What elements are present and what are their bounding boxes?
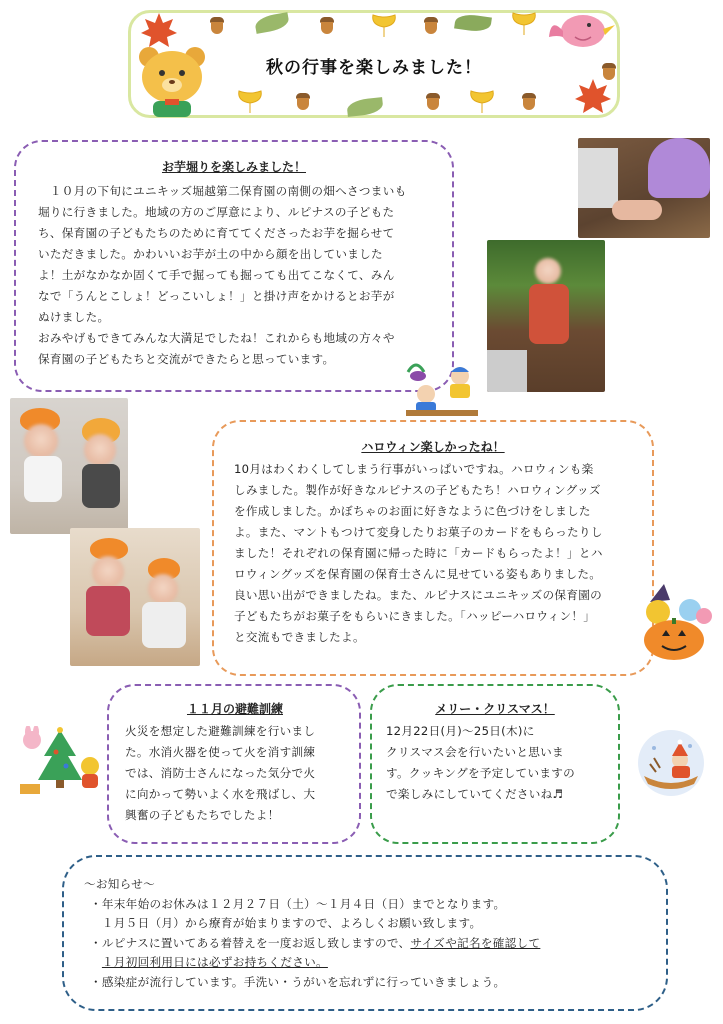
xmas-line-2: す。クッキングを予定していますの (386, 766, 576, 780)
halloween-line-6: 良い思い出ができましたね。また、ルピナスにユニキッズの保育園の (234, 588, 603, 602)
notice-line-4 (90, 953, 644, 973)
green-leaf-icon (346, 97, 383, 117)
halloween-line-5: ロウィングッズを保育園の保育士さんに見せている姿もありました。 (234, 567, 602, 581)
imo-line-0: １０月の下旬にユニキッズ堀越第二保育園の南側の畑へさつまいも (38, 184, 407, 198)
bird-icon (545, 7, 617, 55)
drill-line-1: た。水消火器を使って火を消す訓練 (125, 745, 316, 759)
halloween-line-2: を作成しました。かぼちゃのお面に好きなように色づけをしました (234, 504, 591, 518)
acorn-icon (521, 93, 537, 113)
halloween-line-8: と交流もできましたよ。 (234, 630, 365, 644)
imo-line-2: ち、保育園の子どもたちのために育ててくださったお芋を掘らせて (38, 226, 395, 240)
halloween-section (212, 420, 654, 676)
notice-line-4b: １月初回利用日には必ずお持ちください。 (101, 955, 328, 969)
drill-line-0: 火災を想定した避難訓練を行いまし (125, 724, 316, 738)
drill-line-4: 興奮の子どもたちでしたよ！ (125, 808, 280, 822)
imo-heading: お芋堀りを楽しみました！ (161, 160, 306, 174)
halloween-line-0: 10月はわくわくしてしまう行事がいっぱいですね。ハロウィンも楽 (234, 462, 594, 476)
xmas-line-0: 12月22日(月)～25日(木)に (386, 724, 535, 738)
ginkgo-leaf-icon (369, 13, 399, 39)
green-leaf-icon (254, 12, 290, 34)
notice-line-2: １月５日（月）から療育が始まりますので、よろしくお願い致します。 (90, 916, 482, 930)
xmas-line-1: クリスマス会を行いたいと思いま (386, 745, 564, 759)
imo-line-5: なで「うんとこしょ！どっこいしょ！」と掛け声をかけるとお芋が (38, 289, 395, 303)
xmas-line-3: で楽しみにしていてくださいね♬ (386, 787, 564, 801)
acorn-icon (209, 17, 225, 37)
notice-section (62, 855, 668, 1011)
notice-line-3b: サイズや記名を確認して (410, 935, 541, 950)
ginkgo-leaf-icon (235, 89, 265, 115)
acorn-icon (423, 17, 439, 37)
notice-line-5: ・感染症が流行しています。手洗い・うがいを忘れずに行っていきましょう。 (90, 974, 506, 989)
green-leaf-icon (454, 13, 492, 34)
notice-line-1: ・年末年始のお休みは１２月２７日（土）～１月４日（日）までとなります。 (90, 896, 506, 911)
photo-digging-1 (578, 138, 710, 238)
santa-icon (634, 728, 708, 798)
acorn-icon (295, 93, 311, 113)
notice-line-3 (90, 934, 644, 954)
imo-line-1: 堀りに行きました。地域の方のご厚意により、ルピナスの子どもた (38, 205, 395, 219)
photo-halloween-1 (10, 398, 128, 534)
ginkgo-leaf-icon (509, 11, 539, 37)
notice-heading: ～お知らせ～ (84, 877, 156, 891)
drill-section (107, 684, 361, 844)
drill-line-2: では、消防士さんになった気分で火 (125, 766, 316, 780)
title-banner (128, 10, 620, 118)
halloween-line-1: しみました。製作が好きなルピナスの子どもたち！ハロウィングッズ (234, 483, 601, 497)
pumpkin-icon (630, 582, 714, 662)
xmas-heading: メリー・クリスマス！ (435, 702, 555, 716)
acorn-icon (319, 17, 335, 37)
maple-leaf-icon (573, 77, 613, 117)
imo-line-6: ぬけました。 (38, 310, 110, 324)
imo-line-4: よ！土がなかなか固くて手で掘っても掘っても出てこなくて、みん (38, 268, 395, 282)
ginkgo-leaf-icon (467, 89, 497, 115)
halloween-line-4: ました！それぞれの保育園に帰った時に「カードもらったよ！」とハ (234, 546, 603, 560)
notice-line-4a (90, 955, 102, 969)
photo-halloween-2 (70, 528, 200, 666)
halloween-line-7: 子どもたちがお菓子をもらいにきました。「ハッピーハロウィン！」 (234, 609, 596, 623)
halloween-line-3: よ。また、マントもつけて変身したりお菓子のカードをもらったりし (234, 525, 603, 539)
photo-digging-2 (487, 240, 605, 392)
christmas-tree-icon (16, 726, 104, 796)
xmas-section (370, 684, 620, 844)
bear-mascot-icon (135, 43, 211, 123)
acorn-icon (425, 93, 441, 113)
imo-line-3: いただきました。かわいいお芋が土の中から顔を出していました (38, 247, 383, 261)
kids-digging-illustration (404, 356, 480, 416)
halloween-heading: ハロウィン楽しかったね！ (361, 440, 505, 454)
drill-heading: １１月の避難訓練 (186, 702, 283, 716)
notice-line-3a: ・ルピナスに置いてある着替えを一度お返し致しますので、 (90, 935, 411, 950)
imo-line-7: おみやげもできてみんな大満足でしたね！これからも地域の方々や (38, 331, 395, 345)
page-title: 秋の行事を楽しみました！ (266, 58, 482, 78)
imo-section (14, 140, 454, 392)
imo-line-8: 保育園の子どもたちと交流ができたらと思っています。 (38, 352, 335, 366)
drill-line-3: に向かって勢いよく水を飛ばし、大 (125, 787, 316, 801)
